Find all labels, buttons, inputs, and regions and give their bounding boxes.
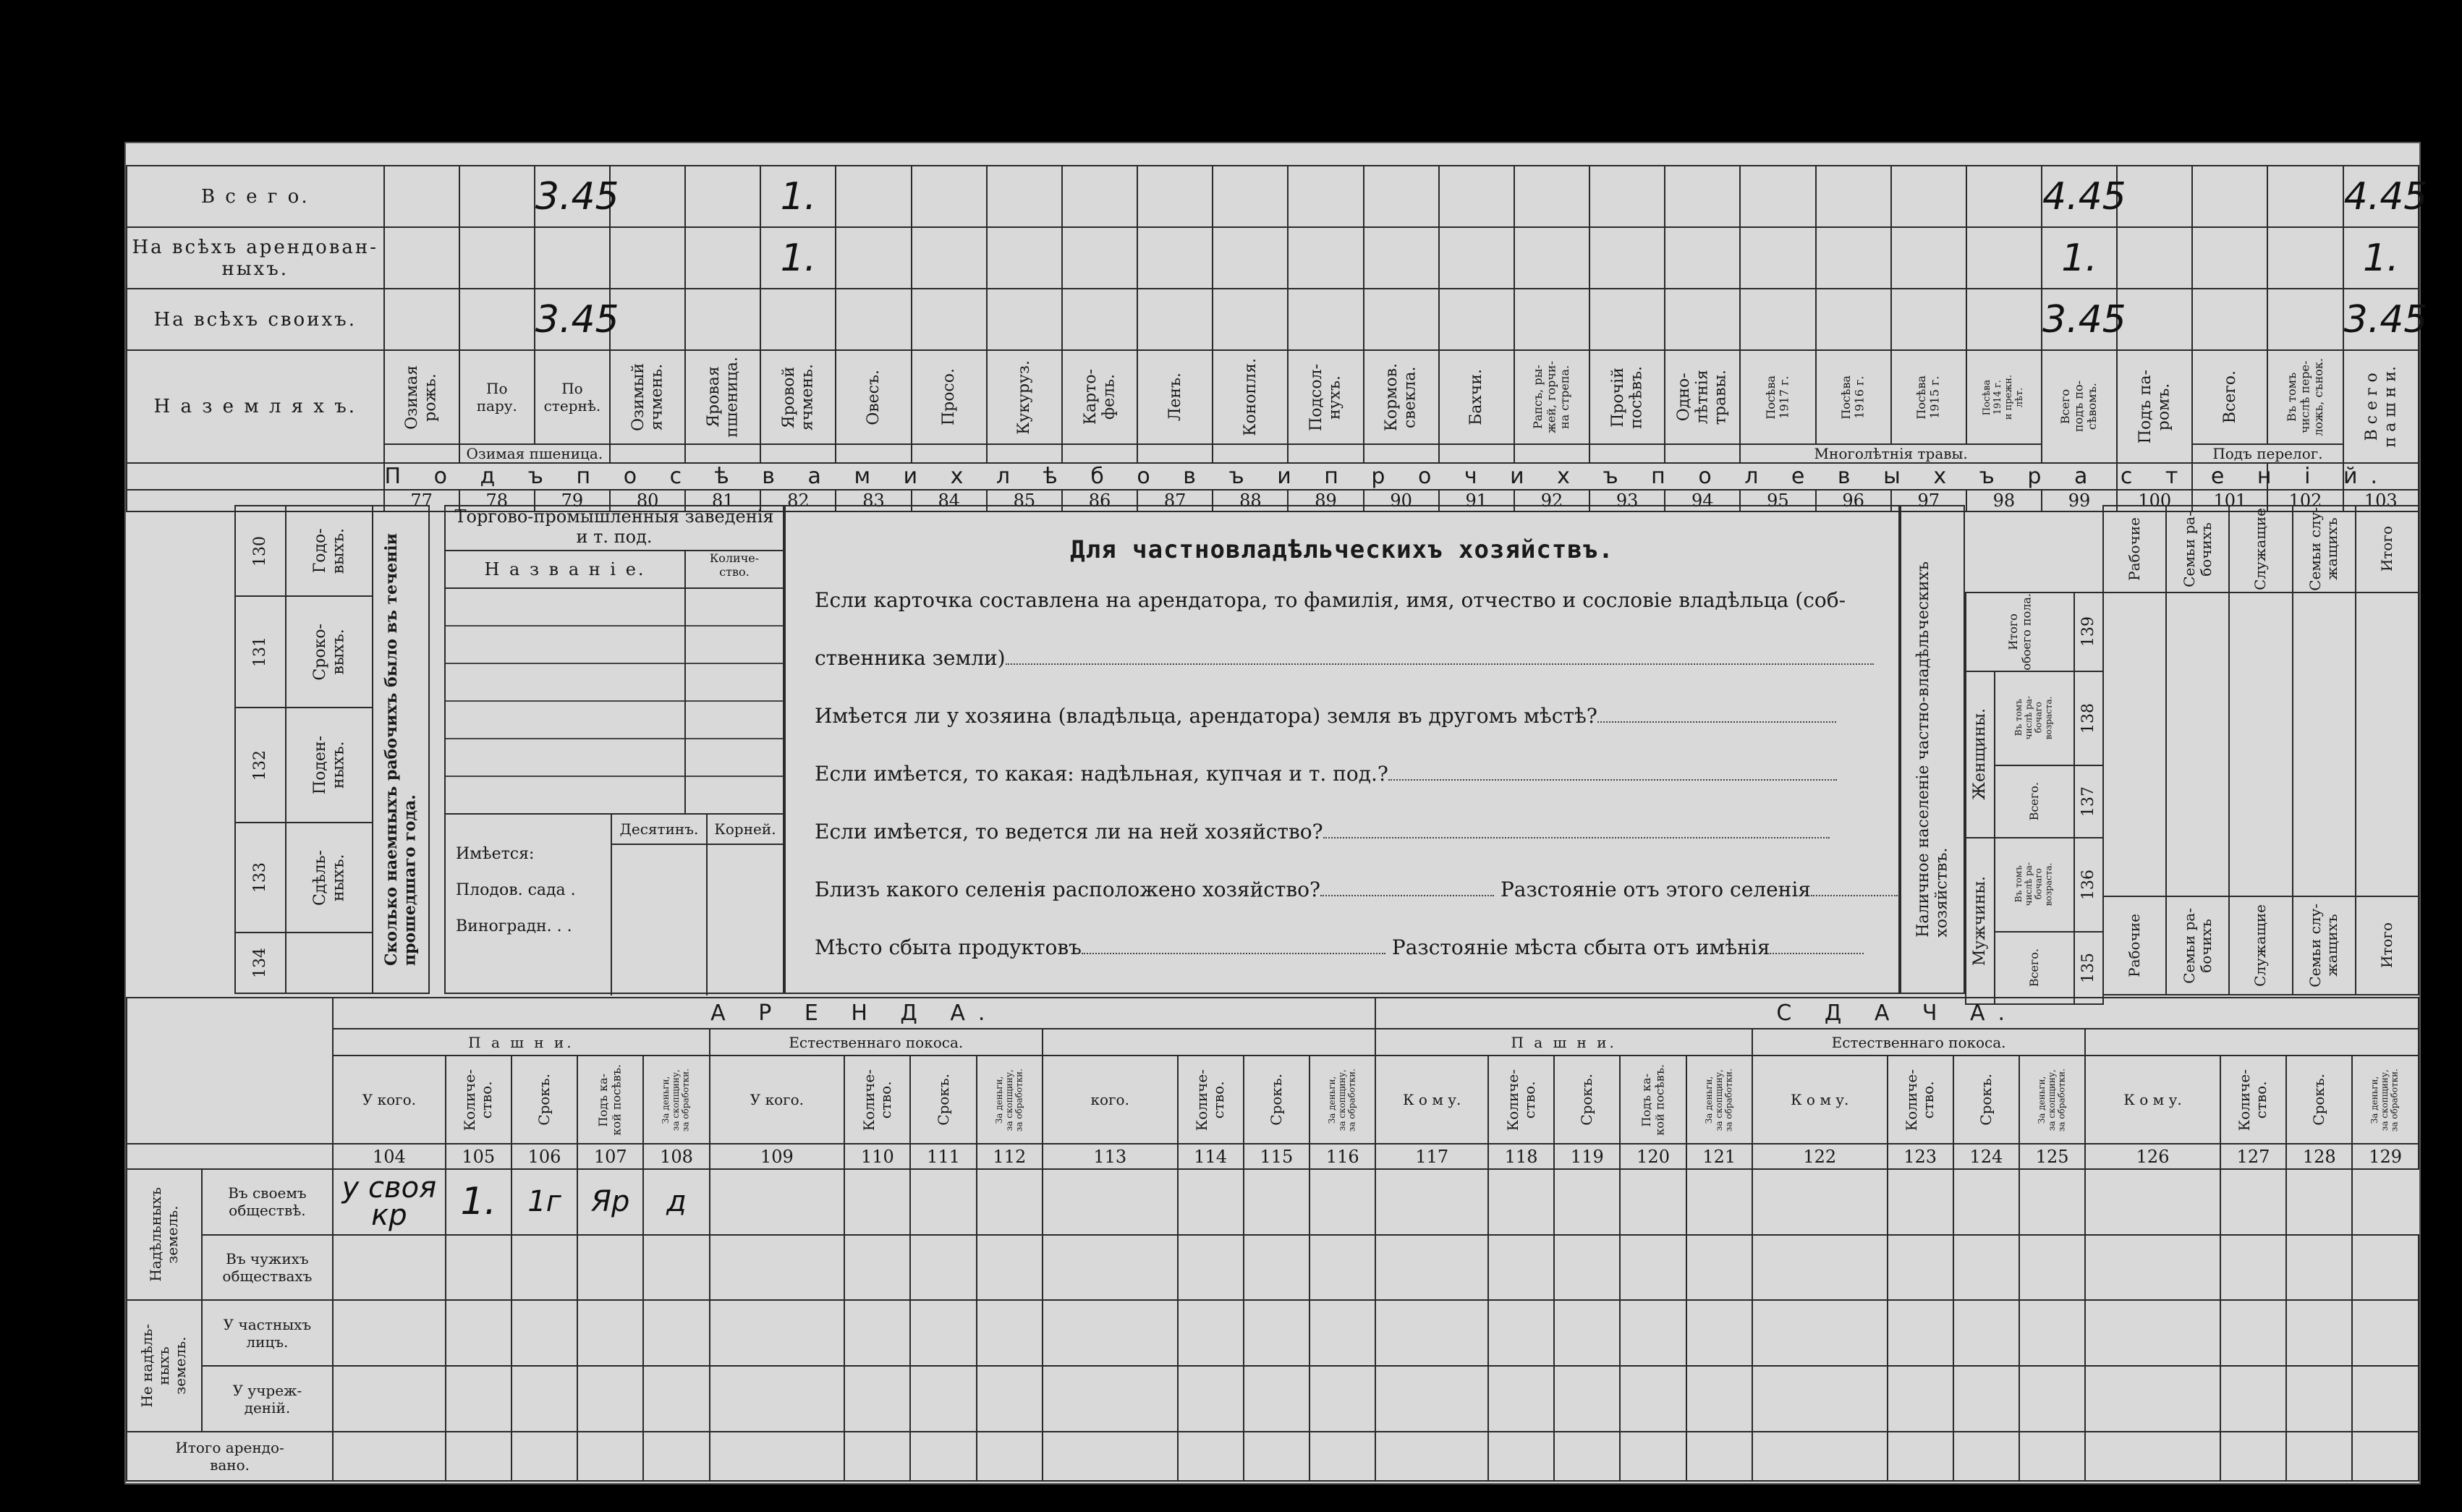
col-num: 98 [1966,490,2042,511]
total-leased-label: Итого арендо- вано. [127,1432,333,1481]
lease-row-private-persons [127,1300,2419,1366]
cell-103-total: 4.45 [2343,166,2419,227]
row-leased [127,227,2419,289]
col-header-82: Яровой ячмень. [780,363,817,431]
lease-row-own-community [127,1169,2419,1235]
sdacha-meadow-header: Естественнаго покоса. [1752,1029,2085,1056]
col-term: Срокъ. [1578,1074,1596,1126]
lease-col-num: 124 [1953,1144,2019,1169]
col-num: 91 [1439,490,1514,511]
staff-table [2102,505,2419,995]
col-to-whom: К о м у. [2085,1056,2220,1144]
lease-col-num: 107 [577,1144,643,1169]
crops-table-section [126,165,2428,511]
col-header-98: Посѣва 1914 г. и прежн. лѣт. [1982,374,2025,420]
lease-col-num: 106 [511,1144,577,1169]
lease-col-num: 114 [1178,1144,1244,1169]
col-header-92: Рапсъ, ры- жей, горчи- на стрепа. [1531,361,1572,433]
col-num: 79 [535,490,610,511]
cell-79-total: 3.45 [535,166,610,227]
lease-col-num: 123 [1888,1144,1953,1169]
worker-type-daily: Поден- ныхъ. [310,736,347,795]
col-crop: Подъ ка- кой посѣвъ. [1639,1063,1667,1136]
col-header-84: Просо. [940,368,959,426]
cell-82-total: 1. [760,166,836,227]
col-qty: Количе- ство. [461,1069,496,1131]
workers-col-bottom: Рабочие [2126,914,2144,977]
trade-vineyard-label: Виноградн. . . [456,917,572,935]
col-header-88: Конопля. [1241,358,1260,436]
other-community-label: Въ чужихъ обществахъ [202,1235,333,1301]
col-from-whom: У кого. [333,1056,446,1144]
lease-col-num: 108 [643,1144,709,1169]
col-num: 94 [1665,490,1740,511]
workers-families-col-top: Семьи ра- бочихъ [2180,511,2215,587]
col-num: 99 [2042,490,2117,511]
lease-row-other-community [127,1235,2419,1301]
col-num: 87 [1137,490,1213,511]
col-num: 86 [1062,490,1137,511]
col-pay: За деньги, за скопщину, за обработки. [661,1068,691,1131]
cell-103-own: 3.45 [2343,289,2419,350]
both-sexes-total: Итого обоего пола. [2005,593,2033,671]
row-own [127,289,2419,350]
col-to-whom: К о м у. [1752,1056,1888,1144]
col-header-81: Яровая пшеница. [704,357,742,438]
trade-qty-header: Количе- ство. [709,551,760,579]
question-village: Близъ какого селенiя расположено хозяйство? Разстоянiе отъ этого селенiя [815,861,1869,919]
cell-82-leased: 1. [760,227,836,289]
worker-type-term: Сроко- выхъ. [310,623,347,681]
trade-roots-header: Корней. [708,815,783,845]
employees-families-col-bottom: Семьи слу- жащихъ [2306,904,2341,988]
lease-col-num: 117 [1375,1144,1488,1169]
lease-col-num: 125 [2019,1144,2085,1169]
workers-caption-box [372,505,430,994]
private-persons-label: У частныхъ лицъ. [202,1300,333,1366]
col-header-78: По пару. [476,380,517,415]
total-col-top: Итого [2377,526,2395,572]
trade-name-header: Н а з в а н i е. [446,551,686,587]
col-qty: Количе- ство. [1903,1069,1937,1131]
population-caption: Наличное населенiе частно-владѣльческихъ хозяйствъ. [1914,561,1951,938]
question-owner-2: ственника земли) [815,629,1869,687]
col-num: 102 [2267,490,2343,511]
nadel-lands-label: Надѣльныхъ земель. [146,1187,181,1283]
lease-col-num: 128 [2286,1144,2352,1169]
col-term: Срокъ. [2310,1074,2328,1126]
workers-families-col-bottom: Семьи ра- бочихъ [2180,907,2215,984]
women-total: Всего. [2026,781,2041,821]
fallow-group: Подъ перелог. [2192,444,2343,463]
col-header-91: Бахчи. [1467,369,1486,425]
col-header-83: Овесъ. [864,369,883,425]
crops-table [126,165,2428,512]
col-term: Срокъ. [1267,1074,1285,1126]
hw-crop: Яр [591,1185,630,1219]
lease-column-numbers [127,1144,2419,1169]
col-num: 90 [1364,490,1439,511]
worker-type-yearly: Годо- выхъ. [310,527,347,574]
population-caption-box [1900,505,1965,994]
worker-num: 133 [251,862,270,893]
sdacha-pashni-header: П а ш н и. [1375,1029,1752,1056]
lease-col-num: 105 [446,1144,511,1169]
women-working-age: Въ томъ числѣ ра- бочаго возраста. [2013,696,2054,740]
question-other-land: Имѣется ли у хозяина (владѣльца, арендатора) земля въ другомъ мѣстѣ? [815,687,1869,745]
lease-col-num: 111 [910,1144,976,1169]
worker-num: 132 [251,749,270,781]
col-num: 92 [1514,490,1589,511]
col-header-101: Всего. [2220,370,2239,424]
pop-num: 137 [2079,786,2098,817]
col-header-77: Озимая рожь. [403,365,440,430]
men-working-age: Въ томъ числѣ ра- бочаго возраста. [2013,862,2054,906]
lease-col-num: 109 [710,1144,845,1169]
cell-103-leased: 1. [2343,227,2419,289]
col-header-93: Прочiй посѣвъ. [1608,365,1646,429]
col-header-94: Одно- лѣтнiя травы. [1675,369,1730,425]
col-header-100: Подъ па- ромъ. [2136,369,2173,444]
col-header-97: Посѣва 1915 г. [1914,375,1942,420]
workers-caption: Сколько наемныхъ рабочихъ было въ теченiи прошедшаго года. [381,533,419,966]
col-header-103: В с е г о п а ш н и. [2362,365,2399,448]
col-crop: Подъ ка- кой посѣвъ. [596,1063,624,1136]
lease-col-num: 112 [977,1144,1043,1169]
lease-col-num: 127 [2220,1144,2286,1169]
col-num: 93 [1589,490,1665,511]
col-header-80: Озимый ячмень. [629,363,666,431]
col-pay: За деньги, за скопщину, за обработки. [993,1068,1024,1131]
row-label-total: В с е г о. [127,166,384,227]
hw-term: 1г [527,1185,561,1219]
col-to-whom: К о м у. [1375,1056,1488,1144]
col-num: 78 [459,490,535,511]
cell-99-leased: 1. [2042,227,2117,289]
lease-table [126,997,2419,1482]
lease-col-num: 104 [333,1144,446,1169]
lease-col-num: 115 [1244,1144,1309,1169]
lease-row-institutions [127,1366,2419,1432]
employees-families-col-top: Семьи слу- жащихъ [2306,507,2341,591]
lease-col-num: 129 [2352,1144,2419,1169]
lease-col-num: 113 [1043,1144,1178,1169]
crops-banner: П о д ъ п о с ѣ в а м и х л ѣ б о в ъ и п р о ч и х ъ п о л е в ы х ъ р а с т е н i й. [384,464,2390,489]
col-whom: кого. [1043,1056,1178,1144]
question-owner-1: Если карточка составлена на арендатора, то фамилiя, имя, отчество и сословiе владѣльца (соб- [815,588,1846,612]
cell-79-own: 3.45 [535,289,610,350]
lease-col-num: 116 [1309,1144,1375,1169]
pop-num: 136 [2079,869,2098,900]
col-num: 77 [384,490,459,511]
ozim-wheat-group: Озимая пшеница. [459,444,610,463]
men-label: Мужчины. [1971,875,1990,966]
col-num: 96 [1816,490,1891,511]
private-farms-box [784,505,1900,994]
hw-qty: 1. [460,1180,497,1224]
pop-num: 138 [2079,702,2098,734]
institutions-label: У учреж- денiй. [202,1366,333,1432]
col-num: 83 [836,490,911,511]
census-form-sheet [124,142,2428,1485]
col-num: 103 [2343,490,2419,511]
col-num: 88 [1213,490,1288,511]
col-num: 101 [2192,490,2267,511]
private-farms-title: Для частновладѣльческихъ хозяйствъ. [1070,535,1614,564]
col-num: 81 [685,490,760,511]
lease-col-num: 122 [1752,1144,1888,1169]
lease-col-num: 126 [2085,1144,2220,1169]
col-qty: Количе- ство. [1503,1069,1538,1131]
col-num: 84 [912,490,987,511]
worker-type-piece: Сдѣль- ныхъ. [310,849,347,906]
lease-section [126,997,2419,1482]
col-num: 89 [1288,490,1363,511]
col-header-90: Кормов. свекла. [1383,362,1419,432]
trade-desyatin-header: Десятинъ. [612,815,706,845]
col-pay: За деньги, за скопщину, за обработки. [1703,1068,1734,1131]
arenda-pashni-header: П а ш н и. [333,1029,709,1056]
col-qty: Количе- ство. [2236,1069,2270,1131]
own-community-label: Въ своемъ обществѣ. [202,1169,333,1235]
women-label: Женщины. [1971,708,1990,800]
worker-num: 131 [251,637,270,668]
trade-box [444,505,784,994]
lease-sdacha-banner: С Д А Ч А. [1375,998,2419,1029]
lease-row-total [127,1432,2419,1481]
hw-pay: д [666,1185,687,1219]
cell-99-own: 3.45 [2042,289,2117,350]
col-num: 97 [1891,490,1966,511]
col-pay: За деньги, за скопщину, за обработки. [1327,1068,1357,1131]
column-headers [127,350,2419,444]
lease-arenda-banner: А Р Е Н Д А. [333,998,1375,1029]
col-header-86: Карто- фель. [1081,369,1118,425]
employees-col-top: Служащие [2251,508,2270,590]
col-qty: Количе- ство. [1193,1069,1228,1131]
col-num: 85 [987,490,1062,511]
col-header-99: Всего подъ по- сѣвомъ. [2058,381,2100,433]
banner-row [127,463,2419,490]
hw-from-whom: у своя кр [341,1171,437,1233]
workers-table [234,505,373,994]
col-pay: За деньги, за скопщину, за обработки. [2369,1068,2401,1131]
pop-num: 139 [2079,616,2098,647]
land-label: Н а з е м л я х ъ. [127,350,384,463]
col-num: 100 [2117,490,2192,511]
trade-has-label: Имѣется: [456,845,535,863]
col-term: Срокъ. [1977,1074,1995,1126]
question-market: Мѣсто сбыта продуктовъ Разстоянiе мѣста сбыта отъ имѣнiя [815,919,1869,977]
arenda-meadow-header: Естественнаго покоса. [710,1029,1043,1056]
question-farming: Если имѣется, то ведется ли на ней хозяйство? [815,803,1869,861]
col-term: Срокъ. [934,1074,952,1126]
men-total: Всего. [2026,948,2041,988]
col-qty: Количе- ство. [859,1069,894,1131]
col-num: 82 [760,490,836,511]
col-header-102: Въ томъ числѣ пере- ложь, сънок. [2284,358,2325,436]
cell-99-total: 4.45 [2042,166,2117,227]
total-col-bottom: Итого [2377,922,2395,969]
col-from-whom: У кого. [710,1056,845,1144]
employees-col-bottom: Служащие [2251,904,2270,987]
trade-orchard-label: Плодов. сада . [456,881,576,899]
worker-num: 130 [251,535,270,566]
col-num: 95 [1740,490,1815,511]
question-land-type: Если имѣется, то какая: надѣльная, купчая и т. под.? [815,745,1869,803]
perennial-group: Многолѣтнiя травы. [1740,444,2042,463]
col-header-95: Посѣва 1917 г. [1764,375,1791,420]
col-header-87: Ленъ. [1166,373,1184,422]
non-nadel-lands-label: Не надѣль- ныхъ земель. [138,1324,190,1408]
col-header-85: Кукуруз. [1015,360,1034,435]
pop-num: 135 [2079,952,2098,983]
col-pay: За деньги, за скопщину, за обработки. [2036,1068,2067,1131]
col-num: 80 [610,490,685,511]
col-header-96: Посѣва 1916 г. [1839,375,1867,420]
row-label-leased: На всѣхъ арендован- ныхъ. [127,227,384,289]
lease-col-num: 121 [1686,1144,1752,1169]
col-term: Срокъ. [535,1074,553,1126]
trade-title: Торгово-промышленныя заведенiя и т. под. [446,506,783,551]
lease-col-num: 120 [1620,1144,1686,1169]
row-total [127,166,2419,227]
lease-col-num: 119 [1554,1144,1620,1169]
population-table [1965,592,2104,1005]
col-header-89: Подсол- нухъ. [1307,363,1344,431]
lease-col-num: 118 [1488,1144,1554,1169]
lease-col-num: 110 [844,1144,910,1169]
middle-section [126,505,2419,994]
col-header-79: По стернѣ. [543,380,601,415]
workers-col-top: Рабочие [2126,517,2144,581]
worker-num: 134 [251,947,270,978]
row-label-own: На всѣхъ своихъ. [127,289,384,350]
